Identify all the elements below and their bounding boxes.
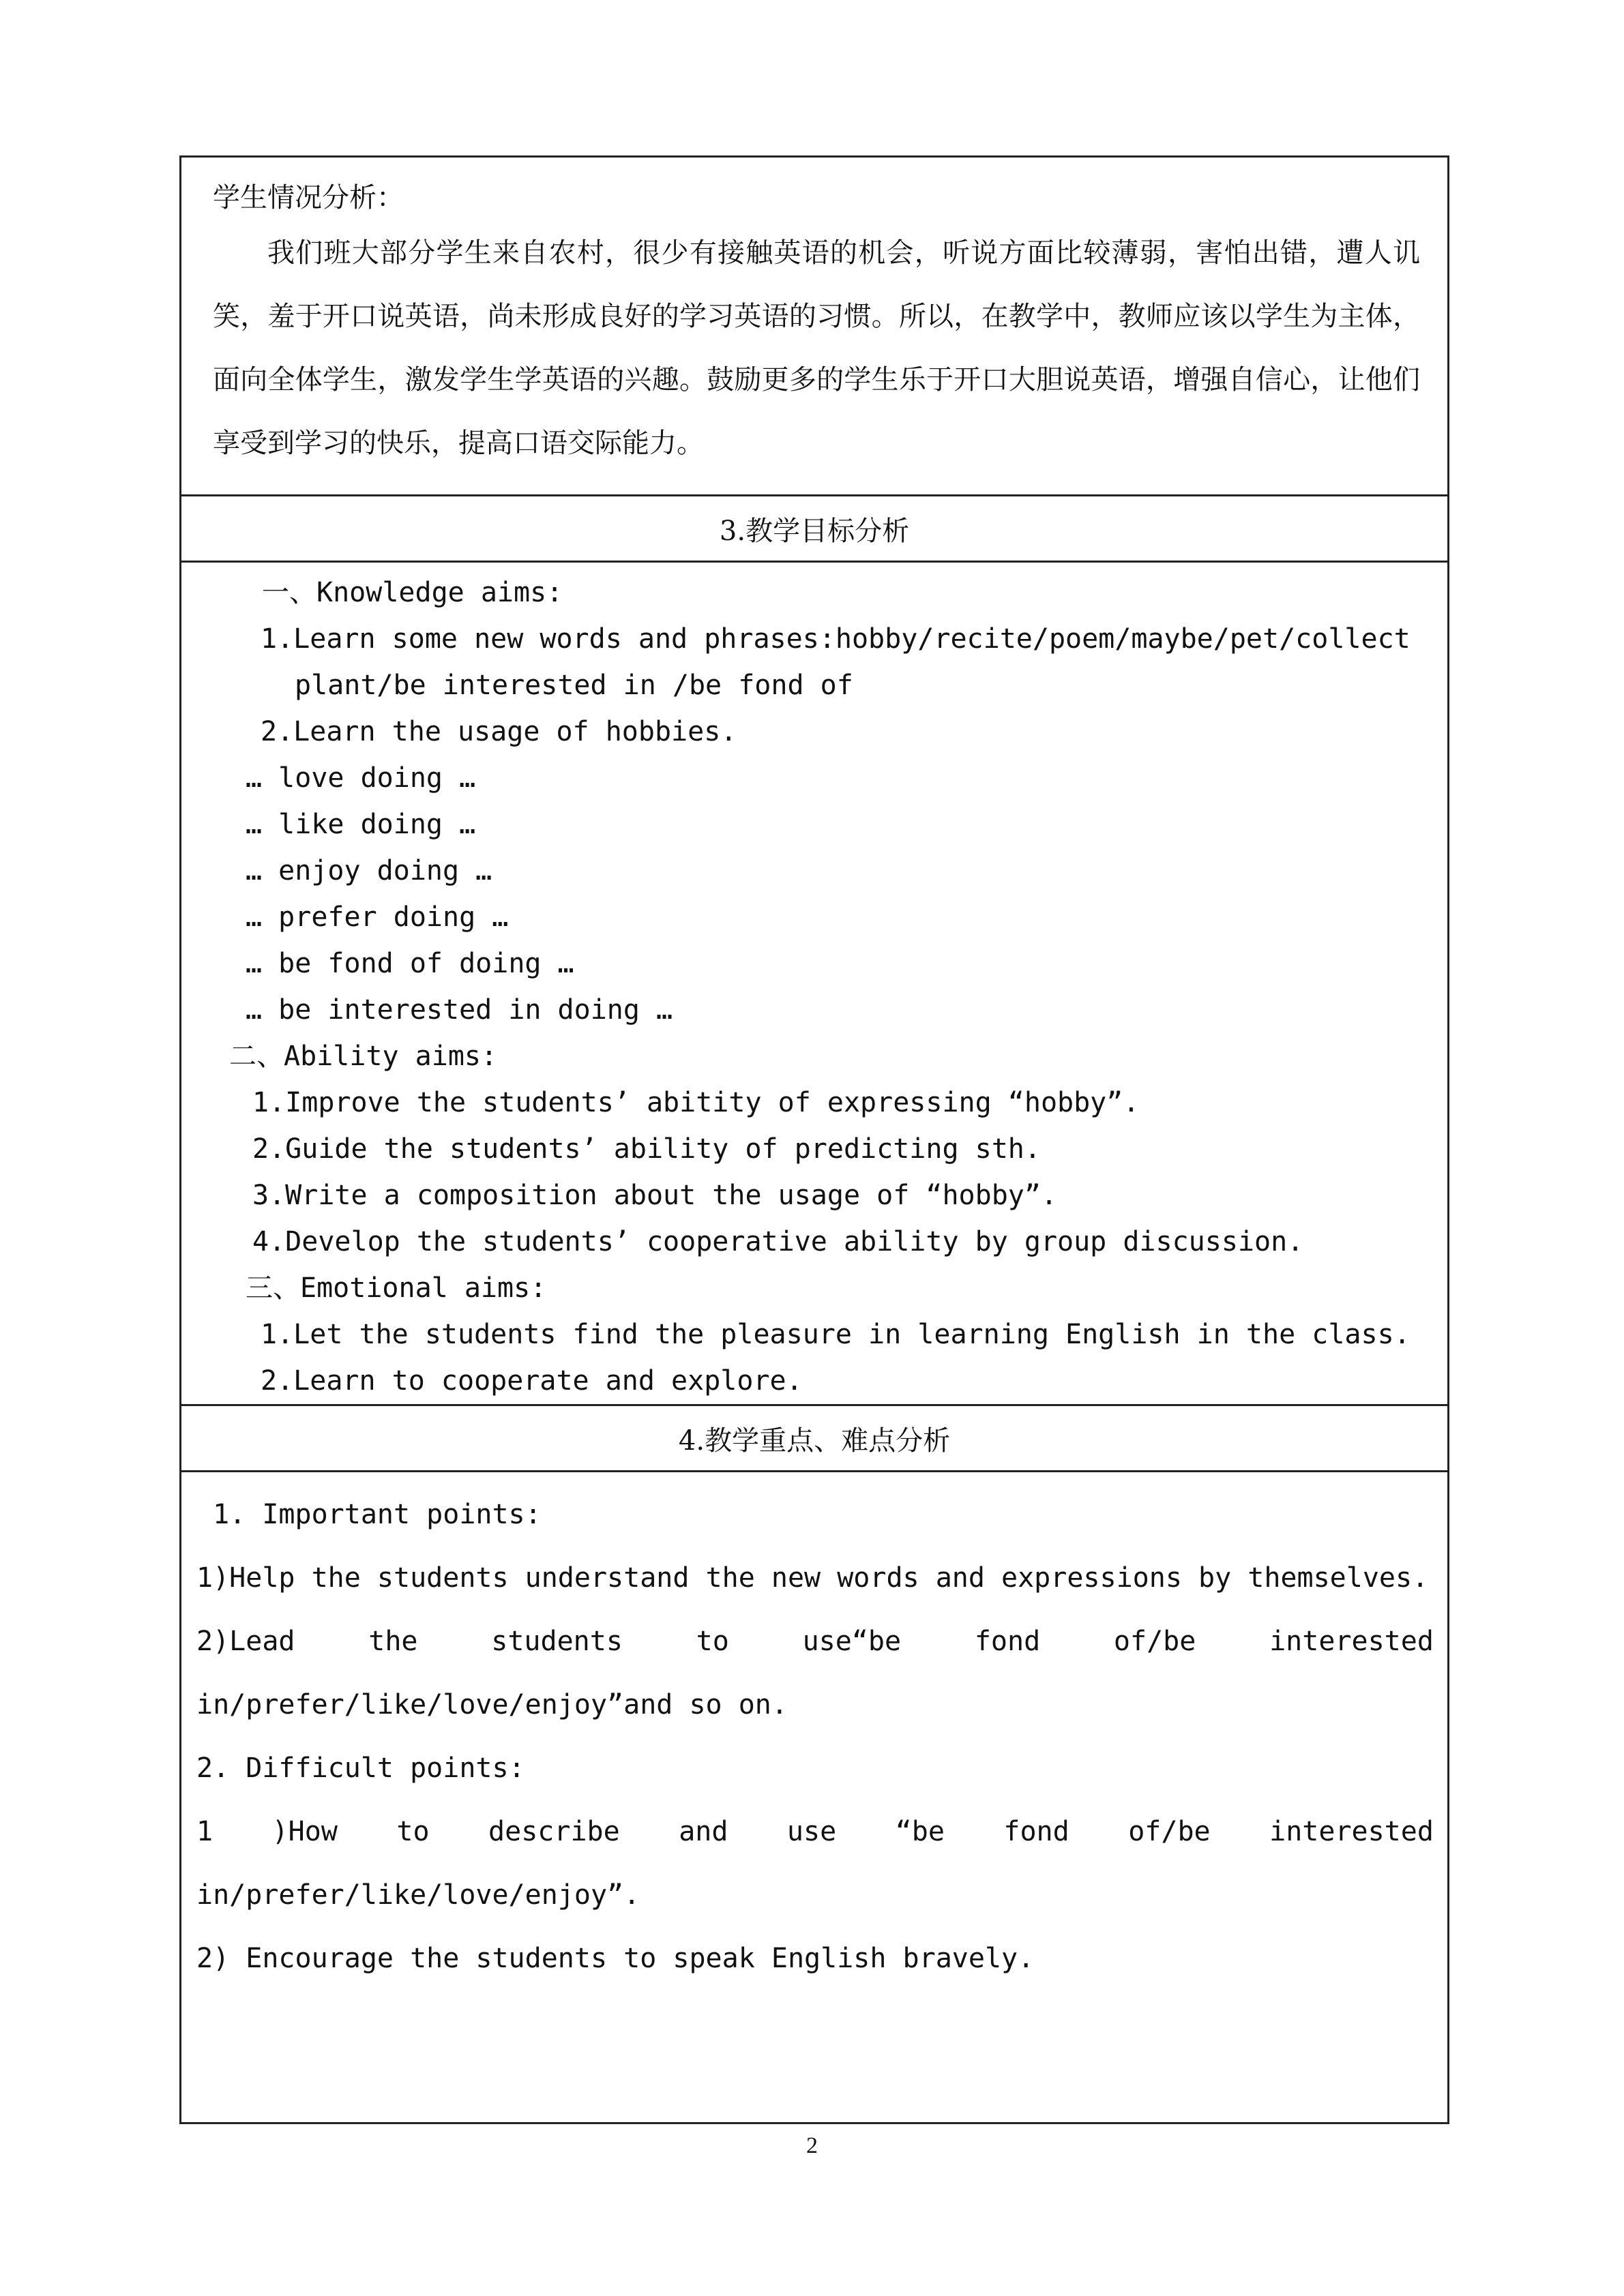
usage-enjoy-doing: … enjoy doing … — [246, 855, 492, 886]
emotional-aim-2: 2.Learn to cooperate and explore. — [261, 1365, 803, 1397]
difficult-point-2: 2) Encourage the students to speak English bravely. — [196, 1943, 1035, 1974]
lesson-plan-table — [179, 155, 1449, 2124]
important-point-2-word: students — [491, 1626, 623, 1657]
knowledge-aim-1: 1.Learn some new words and phrases:hobby/recite/poem/maybe/pet/collect — [261, 623, 1411, 655]
important-point-2-word: of/be — [1113, 1626, 1196, 1657]
goals-header-row — [181, 496, 1449, 562]
keypoints-cell — [181, 1472, 1449, 2123]
student-analysis-row — [181, 157, 1449, 496]
difficult-point-1-word: fond — [1003, 1816, 1069, 1847]
usage-be-interested-in-doing: … be interested in doing … — [246, 994, 673, 1026]
usage-love-doing: … love doing … — [246, 762, 476, 794]
student-analysis-cell — [181, 157, 1449, 496]
important-points-heading: 1. Important points: — [196, 1499, 542, 1530]
important-point-2-word: use“be — [802, 1626, 902, 1657]
ability-aim-3: 3.Write a composition about the usage of “hobby”. — [252, 1180, 1058, 1211]
important-point-2-word: fond — [974, 1626, 1041, 1657]
ability-aim-4: 4.Develop the students’ cooperative ability by group discussion. — [252, 1226, 1304, 1257]
difficult-point-1-word: and — [679, 1816, 728, 1847]
emotional-aims-heading: 三、Emotional aims: — [246, 1272, 547, 1304]
important-point-2 — [196, 1610, 1434, 1673]
difficult-point-1-word: use — [786, 1816, 837, 1847]
student-analysis-paragraph: 我们班大部分学生来自农村，很少有接触英语的机会，听说方面比较薄弱，害怕出错，遭人讥笑，羞于开口说英语，尚未形成良好的学习英语的习惯。所以，在教学中，教师应该以学生为主体，面向全体学生，激发学生学英语的兴趣。鼓励更多的学生乐于开口大胆说英语，增强自信心，让他们享受到学习的快乐，提高口语交际能力。 — [213, 237, 1420, 459]
difficult-point-1-word: )How — [271, 1816, 338, 1847]
difficult-point-1-word: describe — [488, 1816, 620, 1847]
knowledge-aims-heading: 一、Knowledge aims: — [262, 577, 563, 608]
goals-cell — [181, 562, 1449, 1405]
difficult-point-1-word: of/be — [1128, 1816, 1211, 1847]
difficult-point-1-continued: in/prefer/like/love/enjoy”. — [196, 1879, 640, 1911]
goals-row — [181, 562, 1449, 1405]
difficult-point-1-word: 1 — [196, 1816, 213, 1847]
difficult-point-1 — [196, 1800, 1434, 1864]
difficult-points-heading: 2. Difficult points: — [196, 1753, 525, 1784]
knowledge-aim-2: 2.Learn the usage of hobbies. — [261, 716, 737, 747]
usage-prefer-doing: … prefer doing … — [246, 901, 509, 933]
important-point-2-word: the — [368, 1626, 418, 1657]
important-point-1: 1)Help the students understand the new words and expressions by themselves. — [196, 1562, 1429, 1594]
keypoints-header-row — [181, 1405, 1449, 1472]
important-point-2-word: 2)Lead — [196, 1626, 295, 1657]
difficult-point-1-word: to — [396, 1816, 430, 1847]
student-analysis-title: 学生情况分析： — [213, 182, 404, 213]
usage-be-fond-of-doing: … be fond of doing … — [246, 948, 574, 979]
usage-like-doing: … like doing … — [246, 809, 476, 840]
emotional-aim-1: 1.Let the students find the pleasure in learning English in the class. — [261, 1319, 1411, 1350]
goals-section-header: 3.教学目标分析 — [181, 496, 1449, 562]
difficult-point-1-word: “be — [895, 1816, 945, 1847]
ability-aim-1: 1.Improve the students’ abitity of expressing “hobby”. — [252, 1087, 1140, 1118]
page-number: 2 — [806, 2133, 818, 2158]
ability-aim-2: 2.Guide the students’ ability of predicting sth. — [252, 1133, 1041, 1165]
keypoints-section-header: 4.教学重点、难点分析 — [181, 1405, 1449, 1472]
important-point-2-word: to — [696, 1626, 729, 1657]
difficult-point-1-word: interested — [1269, 1816, 1434, 1847]
ability-aims-heading: 二、Ability aims: — [229, 1041, 498, 1072]
knowledge-aim-1-continued: plant/be interested in /be fond of — [295, 670, 853, 701]
important-point-2-continued: in/prefer/like/love/enjoy”and so on. — [196, 1689, 788, 1720]
important-point-2-word: interested — [1269, 1626, 1434, 1657]
keypoints-row — [181, 1472, 1449, 2123]
